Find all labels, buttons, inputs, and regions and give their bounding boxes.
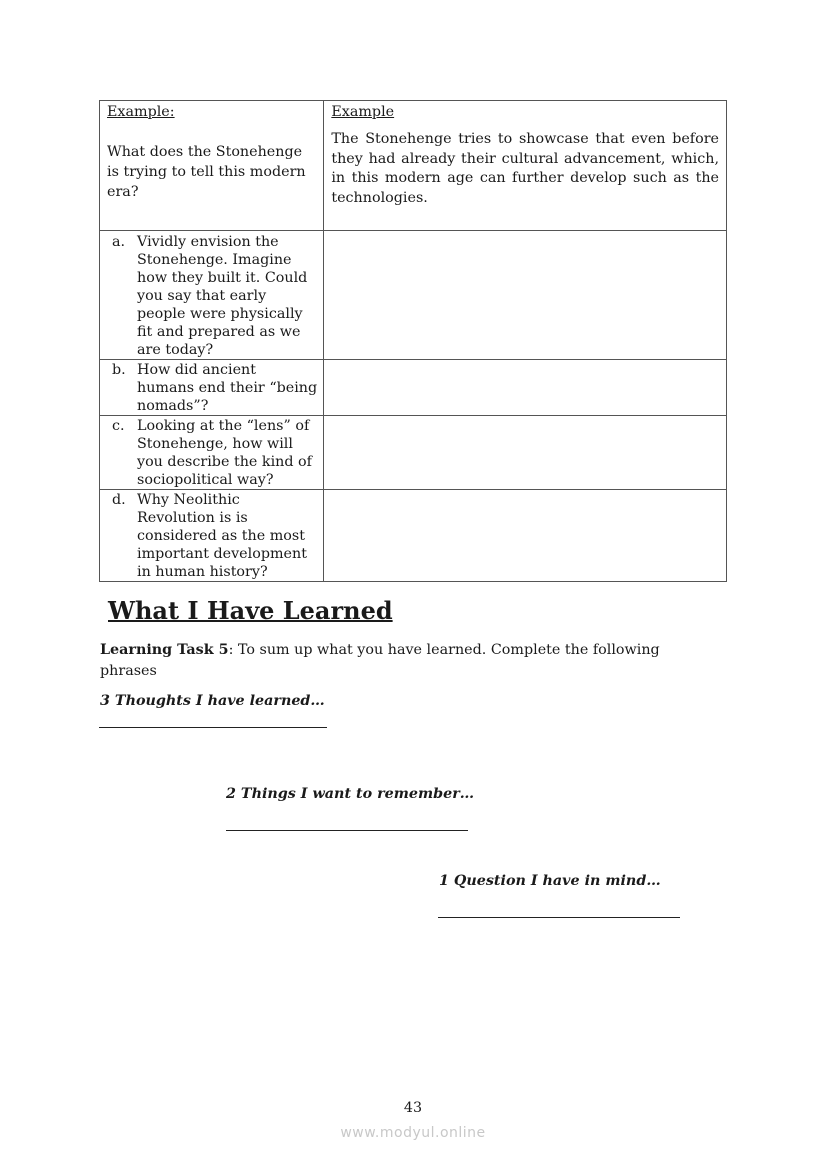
example-question: What does the Stonehenge is trying to tell this modern era? [107,144,306,200]
task-text: : To sum up what you have learned. Complete the following phrases [100,642,660,678]
question-cell [100,490,324,582]
example-question-cell [100,101,324,231]
blank-line-one-question[interactable] [438,917,680,918]
question-cell [100,416,324,490]
question-letter: c. [112,418,125,434]
example-row [100,101,727,231]
prompt-two-things: 2 Things I want to remember… [226,786,475,802]
question-text: Looking at the “lens” of Stonehenge, how will you describe the kind of sociopolitical way? [137,418,312,488]
question-row [100,360,727,416]
example-heading-right: Example [331,104,395,120]
task-label: Learning Task 5 [100,642,229,658]
question-cell [100,231,324,360]
question-text: Vividly envision the Stonehenge. Imagine how they built it. Could you say that early people were physically fit and prepared as we are today? [137,234,308,358]
answer-cell[interactable] [324,360,727,416]
page-number: 43 [403,1100,423,1116]
question-row [100,231,727,360]
activity-table [99,100,727,582]
answer-cell[interactable] [324,231,727,360]
question-letter: b. [112,362,126,378]
answer-cell[interactable] [324,416,727,490]
blank-line-two-things[interactable] [226,830,468,831]
question-letter: a. [112,234,126,250]
question-cell [100,360,324,416]
watermark: www.modyul.online [340,1125,486,1141]
learning-task-instructions [100,640,700,678]
question-text: Why Neolithic Revolution is is considered as the most important development in human history? [137,492,307,580]
example-heading-left: Example: [107,104,175,120]
prompt-one-question: 1 Question I have in mind… [439,873,661,889]
example-answer: The Stonehenge tries to showcase that even before they had already their cultural advancement, which, in this modern age can further develop such as the technologies. [331,131,719,206]
question-text: How did ancient humans end their “being nomads”? [137,362,318,414]
question-row [100,490,727,582]
question-row [100,416,727,490]
blank-line-three-thoughts[interactable] [99,727,327,728]
prompt-three-thoughts: 3 Thoughts I have learned… [100,693,325,709]
example-answer-cell [324,101,727,231]
section-title: What I Have Learned [108,596,393,625]
answer-cell[interactable] [324,490,727,582]
question-letter: d. [112,492,126,508]
